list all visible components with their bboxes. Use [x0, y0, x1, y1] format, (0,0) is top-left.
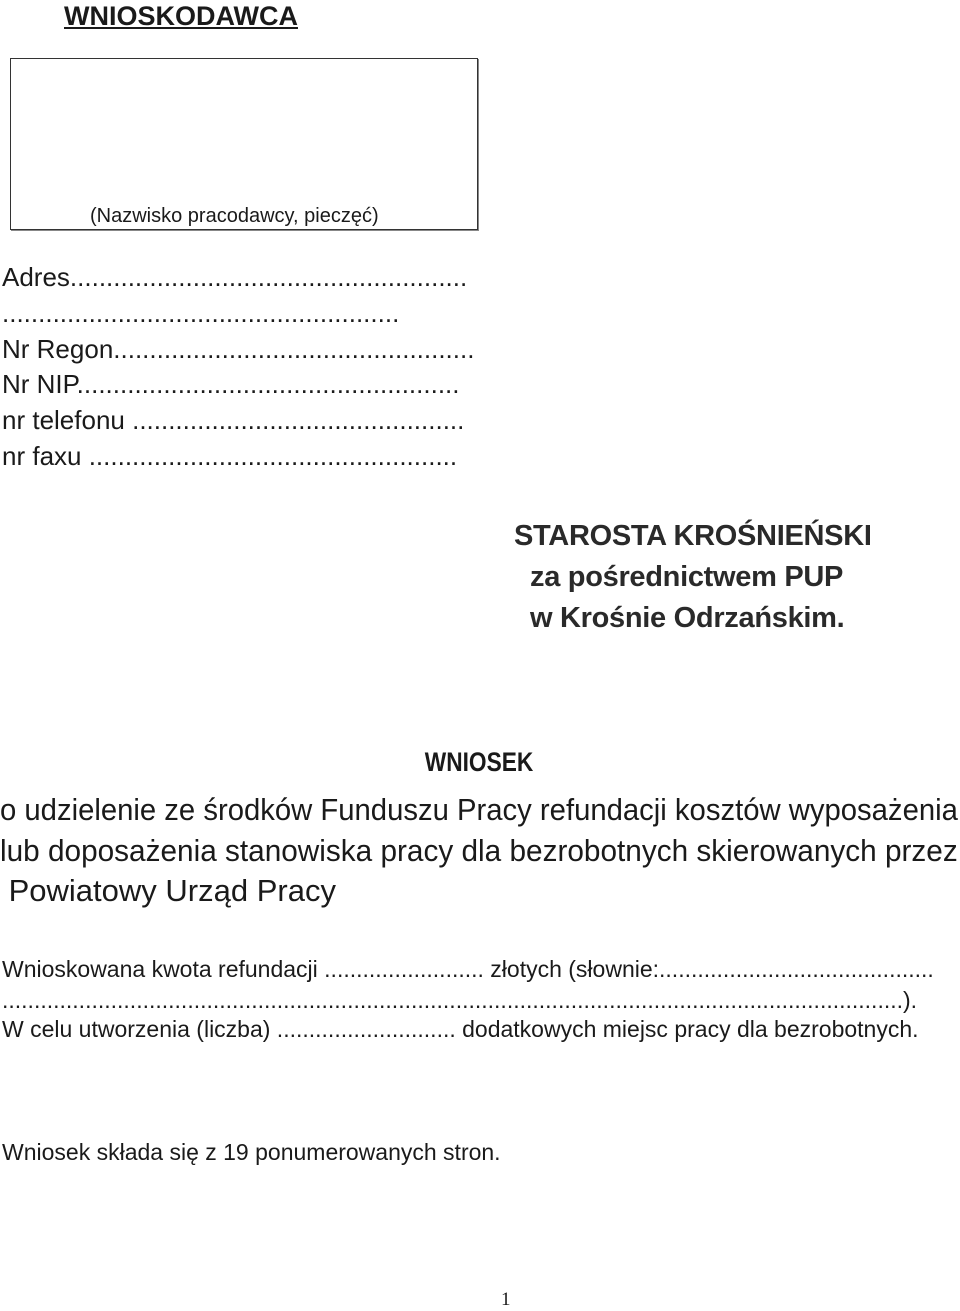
refund-amount-line: Wnioskowana kwota refundacji ......................... złotych (słownie:...........................................	[2, 956, 934, 982]
jobs-count-line: W celu utworzenia (liczba) ............................ dodatkowych miejsc pracy dla bezrobotnych.	[2, 1016, 919, 1042]
address-field: Adres.......................................................	[2, 262, 468, 292]
subject-line-2: lub doposażenia stanowiska pracy dla bezrobotnych skierowanych przez	[0, 833, 958, 868]
address-continuation-field: .......................................................	[2, 298, 400, 328]
addressee-line-2: za pośrednictwem PUP	[530, 561, 844, 593]
application-title: WNIOSEK	[424, 747, 534, 777]
addressee-line-3: w Krośnie Odrzańskim.	[530, 602, 845, 634]
addressee-line-1: STAROSTA KROŚNIEŃSKI	[514, 520, 872, 552]
regon-field: Nr Regon..................................................	[2, 334, 475, 364]
pages-note: Wniosek składa się z 19 ponumerowanych stron.	[2, 1139, 501, 1165]
applicant-heading: WNIOSKODAWCA	[64, 1, 298, 31]
phone-field: nr telefonu ..............................................	[2, 405, 465, 435]
fax-field: nr faxu ...................................................	[2, 441, 458, 471]
subject-line-3: Powiatowy Urząd Pracy	[0, 873, 336, 908]
subject-line-1: o udzielenie ze środków Funduszu Pracy refundacji kosztów wyposażenia	[0, 792, 958, 827]
nip-field: Nr NIP.....................................................	[2, 369, 460, 399]
refund-amount-words-line: .............................................................................................................................................).	[2, 987, 918, 1013]
page-number: 1	[501, 1289, 511, 1310]
stamp-caption: (Nazwisko pracodawcy, pieczęć)	[90, 205, 379, 227]
